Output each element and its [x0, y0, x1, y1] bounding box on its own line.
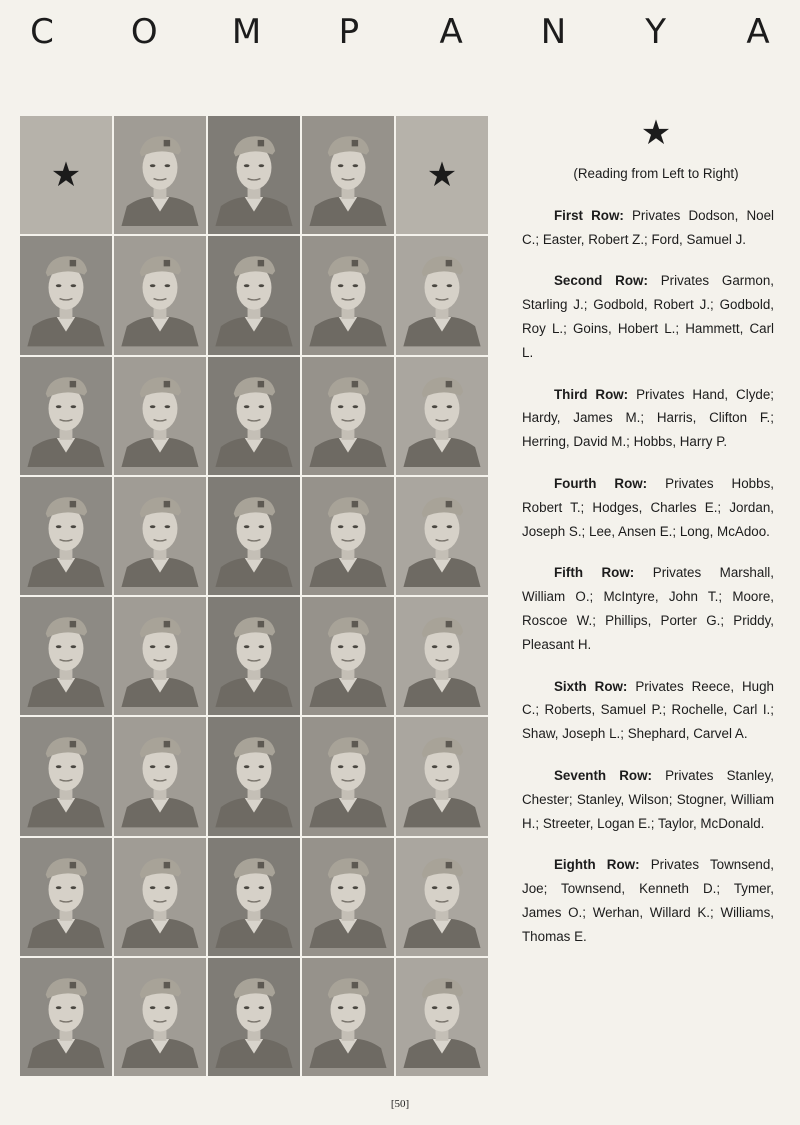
star-icon: ★ — [640, 114, 672, 152]
portrait-photo — [396, 597, 488, 715]
title-letter: M — [231, 12, 262, 52]
soldier-portrait — [396, 838, 488, 948]
portrait-photo — [20, 357, 112, 475]
soldier-portrait — [114, 116, 206, 226]
soldier-portrait — [302, 477, 394, 587]
title-letter: N — [540, 12, 567, 52]
soldier-portrait — [396, 236, 488, 346]
soldier-portrait — [396, 958, 488, 1068]
soldier-portrait — [396, 597, 488, 707]
soldier-portrait — [20, 958, 112, 1068]
portrait-photo — [208, 116, 300, 234]
reading-note: (Reading from Left to Right) — [573, 166, 739, 181]
title-letter: A — [439, 12, 463, 52]
row-names: Privates Garmon, Starling J.; Godbold, Robert J.; Godbold, Roy L.; Goins, Hobert L.; Hammett, Carl L. — [522, 273, 774, 360]
portrait-photo — [396, 477, 488, 595]
portrait-photo — [302, 717, 394, 835]
soldier-portrait — [396, 477, 488, 587]
title-letter: O — [130, 12, 158, 52]
soldier-portrait — [208, 597, 300, 707]
row-caption — [522, 383, 774, 454]
portrait-photo — [114, 597, 206, 715]
portrait-photo — [20, 477, 112, 595]
portrait-photo — [208, 838, 300, 956]
row-caption — [522, 675, 774, 746]
portrait-photo — [302, 236, 394, 354]
portrait-photo — [302, 958, 394, 1076]
row-names: Privates Hand, Clyde; Hardy, James M.; Harris, Clifton F.; Herring, David M.; Hobbs, Harry P. — [522, 386, 774, 450]
soldier-portrait — [20, 597, 112, 707]
portrait-photo — [302, 477, 394, 595]
row-names: Privates Hobbs, Robert T.; Hodges, Charles E.; Jordan, Joseph S.; Lee, Ansen E.; Long, McAdoo. — [522, 475, 774, 539]
portrait-photo — [114, 236, 206, 354]
star-cell — [20, 116, 112, 234]
row-names: Privates Dodson, Noel C.; Easter, Robert Z.; Ford, Samuel J. — [522, 207, 774, 247]
portrait-photo — [114, 357, 206, 475]
soldier-portrait — [20, 236, 112, 346]
portrait-photo — [114, 116, 206, 234]
row-names: Privates Townsend, Joe; Townsend, Kenneth D.; Tymer, James O.; Werhan, Willard K.; Williams, Thomas E. — [522, 857, 774, 944]
row-names: Privates Stanley, Chester; Stanley, Wilson; Stogner, William H.; Streeter, Logan E.; Taylor, McDonald. — [522, 767, 774, 831]
row-caption — [522, 269, 774, 364]
row-label: Seventh Row: — [554, 767, 652, 783]
soldier-portrait — [302, 357, 394, 467]
portrait-photo — [302, 838, 394, 956]
soldier-portrait — [302, 236, 394, 346]
soldier-portrait — [302, 958, 394, 1068]
soldier-portrait — [208, 717, 300, 827]
portrait-photo — [208, 236, 300, 354]
portrait-photo — [396, 236, 488, 354]
portrait-photo — [208, 717, 300, 835]
soldier-portrait — [208, 958, 300, 1068]
soldier-portrait — [114, 357, 206, 467]
star-cell — [396, 116, 488, 234]
row-names: Privates Reece, Hugh C.; Roberts, Samuel P.; Rochelle, Carl I.; Shaw, Joseph L.; Shephard, Carvel A. — [522, 678, 774, 742]
portrait-photo — [396, 717, 488, 835]
portrait-photo — [114, 717, 206, 835]
soldier-portrait — [208, 477, 300, 587]
soldier-portrait — [302, 597, 394, 707]
soldier-portrait — [114, 236, 206, 346]
portrait-photo — [208, 958, 300, 1076]
row-caption — [522, 561, 774, 656]
soldier-portrait — [114, 838, 206, 948]
soldier-portrait — [20, 717, 112, 827]
soldier-portrait — [396, 717, 488, 827]
portrait-photo — [20, 597, 112, 715]
portrait-photo — [302, 597, 394, 715]
soldier-portrait — [114, 717, 206, 827]
soldier-portrait — [208, 838, 300, 948]
row-caption — [522, 853, 774, 948]
soldier-portrait — [20, 357, 112, 467]
portrait-photo — [114, 958, 206, 1076]
row-names: Privates Marshall, William O.; McIntyre, John T.; Moore, Roscoe W.; Phillips, Porter G.; Priddy, Pleasant H. — [522, 565, 774, 652]
soldier-portrait — [396, 357, 488, 467]
soldier-portrait — [208, 116, 300, 226]
page-title — [22, 12, 778, 52]
portrait-photo — [208, 477, 300, 595]
row-label: Eighth Row: — [554, 857, 640, 873]
row-caption — [522, 764, 774, 835]
title-letter: A — [746, 12, 770, 52]
title-letter: P — [338, 12, 360, 52]
soldier-portrait — [208, 357, 300, 467]
portrait-photo — [208, 597, 300, 715]
row-caption — [522, 472, 774, 543]
portrait-photo — [20, 838, 112, 956]
row-label: Fourth Row: — [554, 475, 648, 491]
soldier-portrait — [302, 838, 394, 948]
portrait-photo — [20, 958, 112, 1076]
portrait-photo — [20, 236, 112, 354]
portrait-photo — [208, 357, 300, 475]
portrait-photo — [396, 357, 488, 475]
portrait-photo — [396, 838, 488, 956]
soldier-portrait — [114, 958, 206, 1068]
soldier-portrait — [208, 236, 300, 346]
row-label: Third Row: — [554, 386, 629, 402]
star-icon: ★ — [50, 155, 82, 196]
page-number: [50] — [390, 1098, 410, 1110]
portrait-photo — [114, 477, 206, 595]
row-caption — [522, 204, 774, 252]
portrait-photo — [20, 717, 112, 835]
row-label: Fifth Row: — [554, 565, 635, 581]
portrait-grid — [20, 116, 488, 1076]
title-letter: Y — [645, 12, 667, 52]
soldier-portrait — [114, 597, 206, 707]
soldier-portrait — [114, 477, 206, 587]
portrait-photo — [396, 958, 488, 1076]
portrait-photo — [114, 838, 206, 956]
row-label: Sixth Row: — [554, 678, 628, 694]
row-label: Second Row: — [554, 273, 648, 289]
portrait-photo — [302, 357, 394, 475]
soldier-portrait — [20, 838, 112, 948]
portrait-photo — [302, 116, 394, 234]
soldier-portrait — [20, 477, 112, 587]
title-letter: C — [30, 12, 54, 52]
soldier-portrait — [302, 116, 394, 226]
caption-column — [522, 116, 774, 1076]
star-icon: ★ — [426, 155, 458, 196]
soldier-portrait — [302, 717, 394, 827]
row-label: First Row: — [554, 207, 624, 223]
